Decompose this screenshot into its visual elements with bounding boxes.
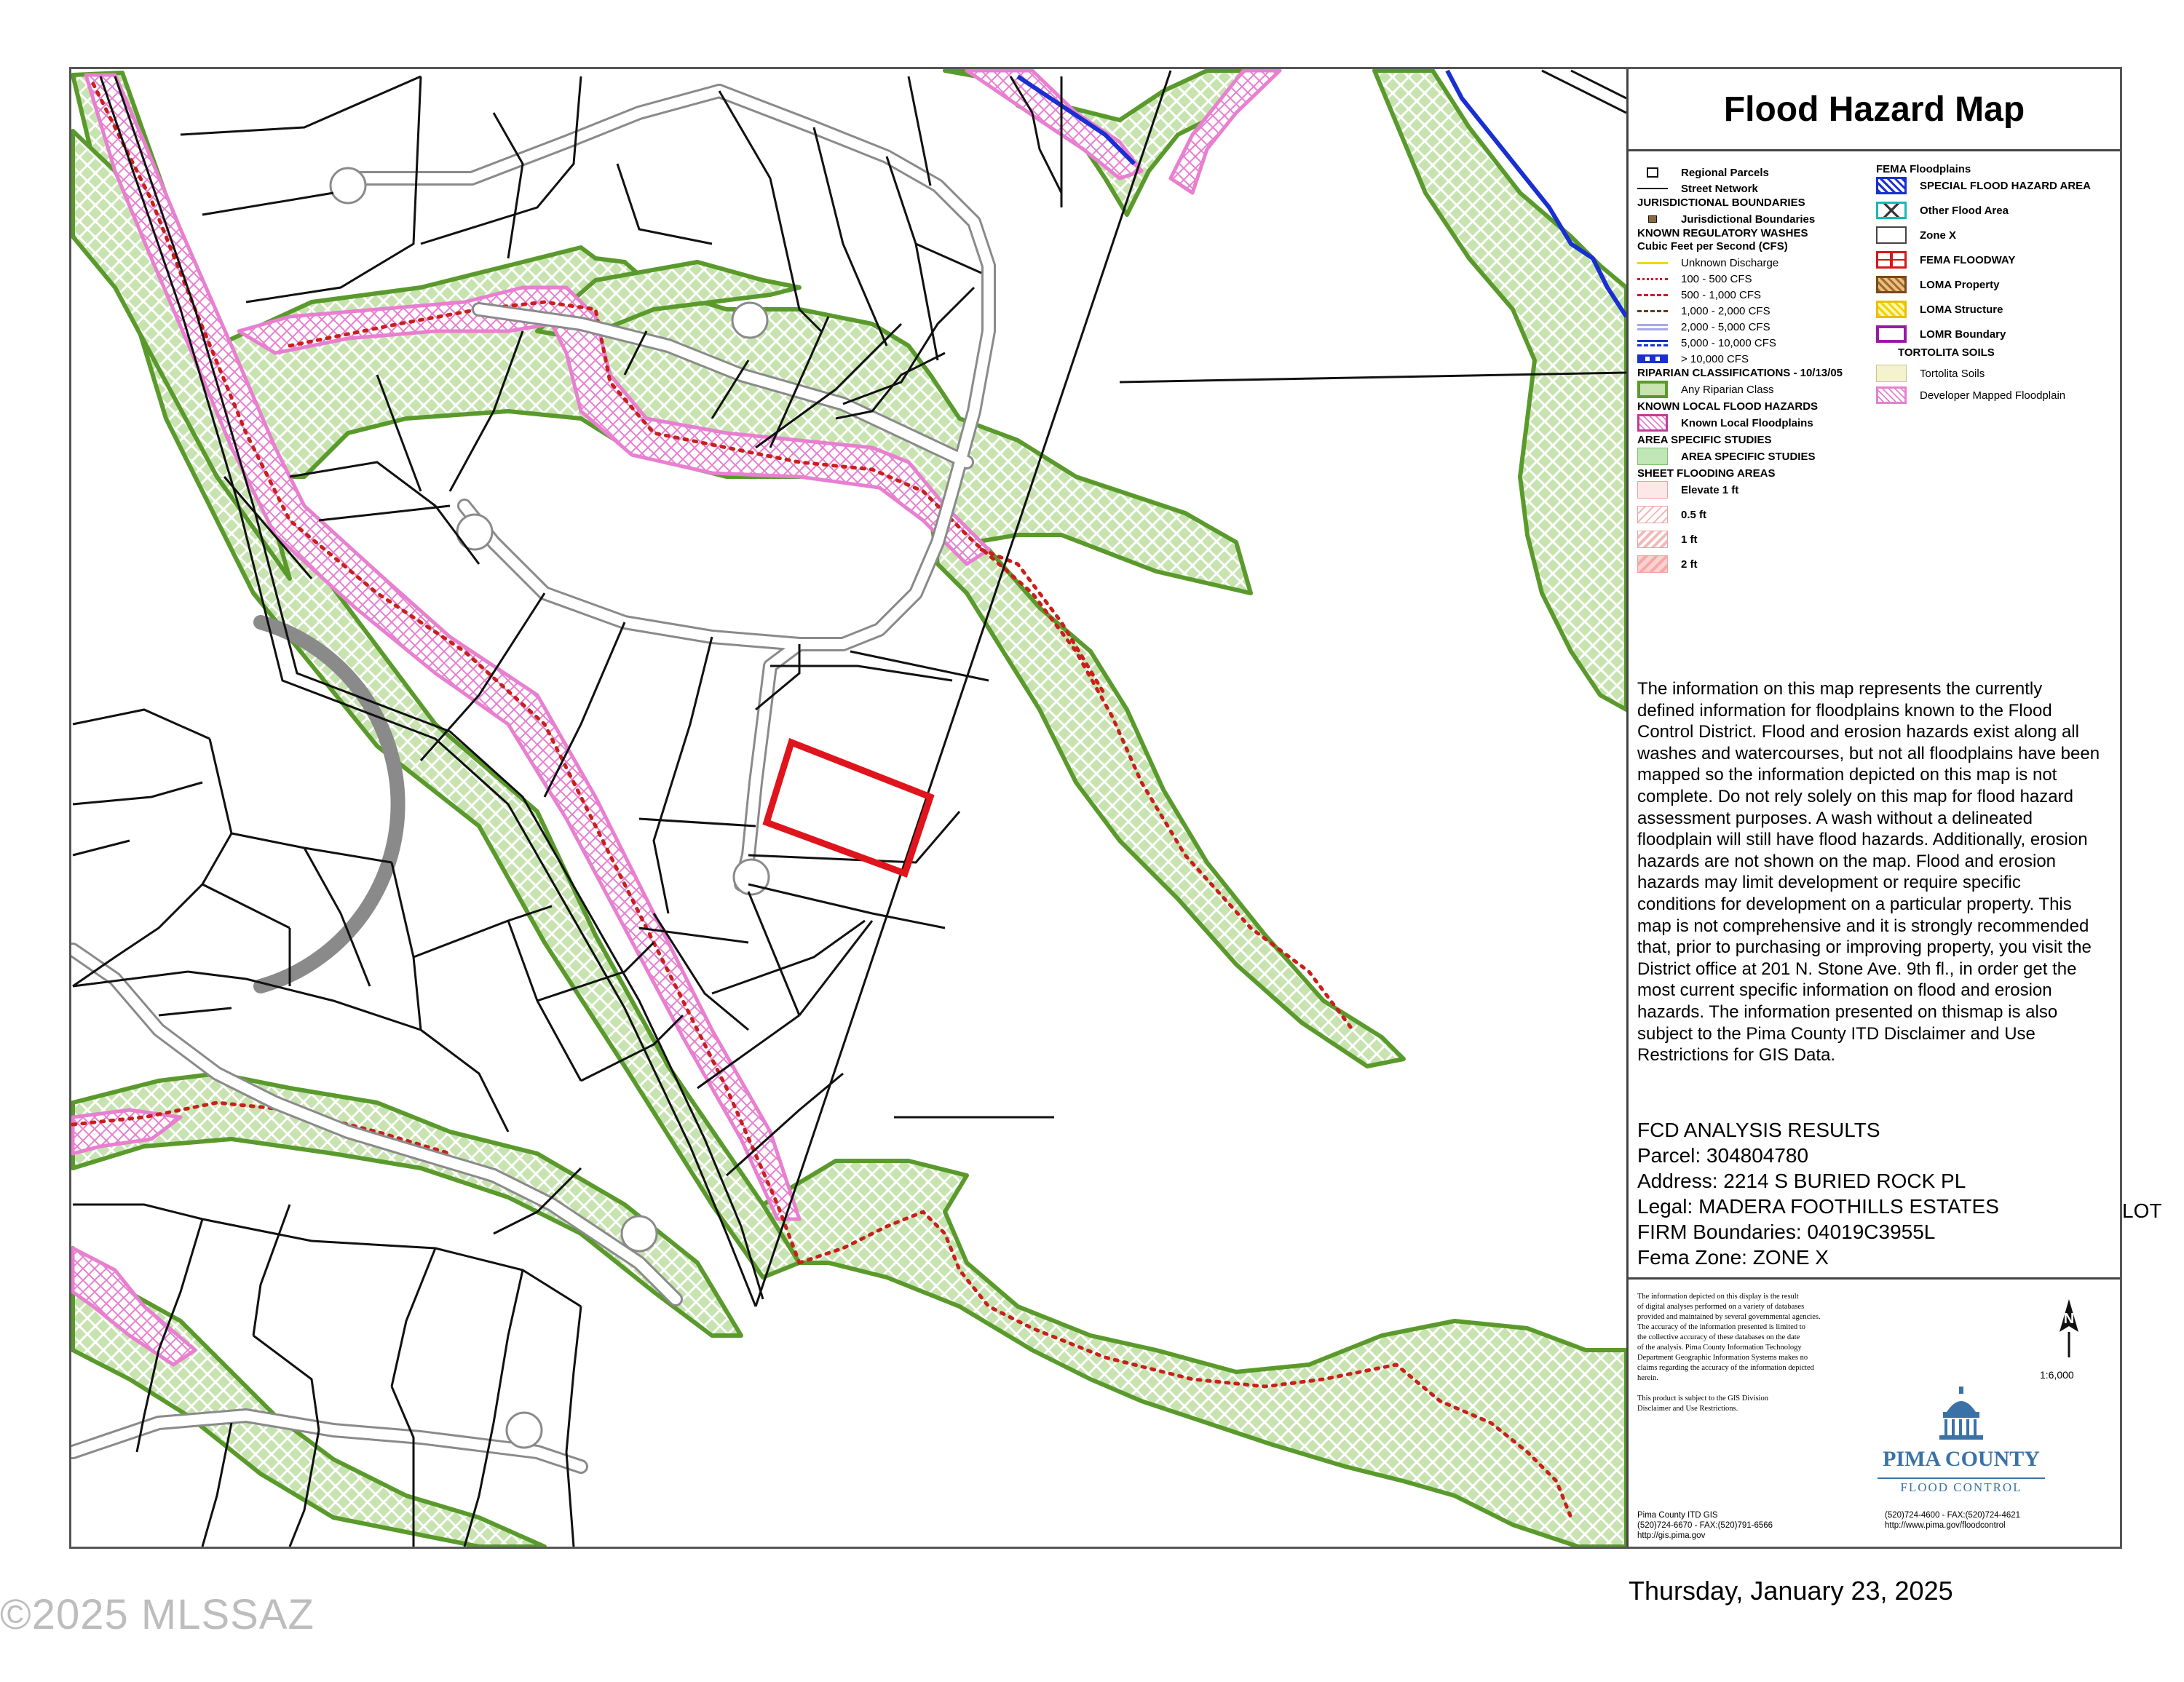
legend-regional-parcels: Regional Parcels [1637,164,1769,181]
legal-overflow-text: LOT [2122,1199,2162,1222]
area-study-swatch-icon [1637,448,1668,465]
blue-double-line-icon [1637,334,1668,352]
legend-lomr: LOMR Boundary [1876,325,2006,343]
legend-header-area-studies: AREA SPECIFIC STUDIES [1637,434,1772,446]
loma-property-swatch-icon [1876,276,1907,293]
print-date: Thursday, January 23, 2025 [1629,1576,1953,1606]
panel-divider [1629,1277,2120,1280]
other-flood-swatch-icon [1876,202,1907,219]
lavender-double-line-icon [1637,318,1668,336]
legend-riparian: Any Riparian Class [1637,381,1774,398]
analysis-firm: FIRM Boundaries: 04019C3955L [1637,1221,1936,1243]
legend-unknown-discharge: Unknown Discharge [1637,254,1779,271]
legend [1629,163,2122,571]
lomr-swatch-icon [1876,325,1907,343]
legend-loma-property: LOMA Property [1876,276,1999,293]
jurisdiction-square-icon [1637,210,1668,228]
gis-link[interactable]: http://gis.pima.gov [1637,1531,1706,1540]
legend-header-jurisdiction: JURISDICTIONAL BOUNDARIES [1637,197,1805,209]
legend-jurisdiction: Jurisdictional Boundaries [1637,210,1815,228]
parcel-square-icon [1637,164,1668,181]
analysis-legal: Legal: MADERA FOOTHILLS ESTATES [1637,1195,1999,1218]
zone-x-swatch-icon [1876,226,1907,244]
sheet-2-swatch-icon [1637,555,1668,573]
subject-parcel[interactable] [767,742,930,873]
legend-header-local-hazards: KNOWN LOCAL FLOOD HAZARDS [1637,400,1819,413]
legend-other-flood: Other Flood Area [1876,202,2009,219]
analysis-address: Address: 2214 S BURIED ROCK PL [1637,1170,1966,1192]
legend-panel [1626,69,2120,1547]
legend-header-fema: FEMA Floodplains [1876,163,1971,175]
legend-header-cfs: Cubic Feet per Second (CFS) [1637,240,1788,253]
disclaimer-text: The information depicted on this display is the result of digital analyses performed on a variety of databases provided and maintained by several governmental agencies. The accuracy of the information presented is limited to the collective accuracy of these databases on the date of the analysis. Pima County Information Technology Department Geographic Information Systems makes no claims regarding the accuracy of the information depicted herein. This product is subject to the GIS Division Disclaimer and Use Restrictions. [1637,1293,1821,1413]
legend-over-10000: > 10,000 CFS [1637,350,1749,368]
legend-area-studies: AREA SPECIFIC STUDIES [1637,448,1815,465]
wash-centerlines [73,84,1571,1518]
legend-local-floodplains: Known Local Floodplains [1637,414,1813,432]
blue-wide-line-icon [1637,350,1668,368]
local-floodplain-swatch-icon [1637,414,1668,432]
legend-loma-structure: LOMA Structure [1876,301,2003,318]
scale-text: 1:6,000 [2040,1369,2074,1381]
developer-swatch-icon [1876,386,1907,404]
yellow-line-icon [1637,254,1668,271]
contact-itd: Pima County ITD GIS (520)724-6670 - FAX:(520)791-6566 http://gis.pima.gov [1637,1511,1773,1540]
contact-flood-control: (520)724-4600 - FAX:(520)724-4621 http://www.pima.gov/floodcontrol [1885,1511,2021,1530]
legend-100-500: 100 - 500 CFS [1637,270,1752,287]
analysis-results [1637,1117,2184,1270]
sfha-swatch-icon [1876,177,1907,194]
analysis-heading: FCD ANALYSIS RESULTS [1637,1119,1880,1141]
north-arrow-icon [2051,1296,2087,1361]
legend-developer: Developer Mapped Floodplain [1876,386,2065,404]
riparian-swatch-icon [1637,381,1668,398]
sheet-elevate-swatch-icon [1637,481,1668,499]
logo-title: PIMA COUNTY [1883,1447,2040,1471]
legend-header-sheet-flooding: SHEET FLOODING AREAS [1637,467,1776,480]
mls-watermark: ©2025 MLSSAZ [0,1591,314,1638]
sheet-05-swatch-icon [1637,506,1668,523]
legend-header-riparian: RIPARIAN CLASSIFICATIONS - 10/13/05 [1637,367,1843,379]
notice-text: The information on this map represents the currently defined information for floodplains known to the Flood Control District. Flood and erosion hazards exist along all washes and watercourses, but not all floodplains have been mapped so the information depicted on this map is not complete. Do not rely solely on this map for flood hazard assessment purposes. A wash without a delineated floodplain will still have flood hazards. Additionally, erosion hazards are not shown on the map. Flood and erosion hazards may limit development or require specific conditions for development on a particular property. This map is not comprehensive and it is strongly recommended that, prior to purchasing or improving property, you visit the District office at 201 N. Stone Ave. 9th fl., in order get the most current specific information on flood and erosion hazards. The information presented on thismap is also subject to the Pima County ITD Disclaimer and Use Restrictions for GIS Data. [1637,679,2100,1066]
analysis-zone: Fema Zone: ZONE X [1637,1246,1829,1269]
legend-tortolita: Tortolita Soils [1876,365,1985,382]
legend-sheet-05: 0.5 ft [1637,506,1706,523]
north-label: N [2063,1311,2075,1327]
brown-dashdot-line-icon [1637,302,1668,320]
legend-header-washes: KNOWN REGULATORY WASHES [1637,227,1808,239]
red-dot-line-icon [1637,270,1668,287]
legend-floodway: FEMA FLOODWAY [1876,251,2015,269]
map-canvas[interactable] [71,69,1626,1547]
regional-parcels [73,71,1626,1547]
floodway-swatch-icon [1876,251,1907,269]
floodcontrol-link[interactable]: http://www.pima.gov/floodcontrol [1885,1521,2006,1530]
legend-2000-5000: 2,000 - 5,000 CFS [1637,318,1770,336]
legend-sheet-elevate: Elevate 1 ft [1637,481,1738,499]
legend-zone-x: Zone X [1876,226,1956,244]
analysis-parcel: Parcel: 304804780 [1637,1144,1809,1167]
legend-sheet-2: 2 ft [1637,555,1698,573]
red-dash-line-icon [1637,286,1668,304]
legend-5000-10000: 5,000 - 10,000 CFS [1637,334,1776,352]
loma-structure-swatch-icon [1876,301,1907,318]
legend-500-1000: 500 - 1,000 CFS [1637,286,1761,304]
sheet-1-swatch-icon [1637,531,1668,548]
legend-header-tortolita: TORTOLITA SOILS [1898,346,1995,359]
logo-subtitle: FLOOD CONTROL [1878,1477,2045,1495]
legend-street-network: Street Network [1637,180,1758,197]
thin-line-icon [1637,180,1668,197]
map-title: Flood Hazard Map [1629,69,2120,151]
legend-sheet-1: 1 ft [1637,531,1698,548]
legend-sfha: SPECIAL FLOOD HAZARD AREA [1876,177,2091,194]
legend-1000-2000: 1,000 - 2,000 CFS [1637,302,1770,320]
tortolita-swatch-icon [1876,365,1907,382]
pima-county-capitol-logo [1878,1387,2045,1488]
